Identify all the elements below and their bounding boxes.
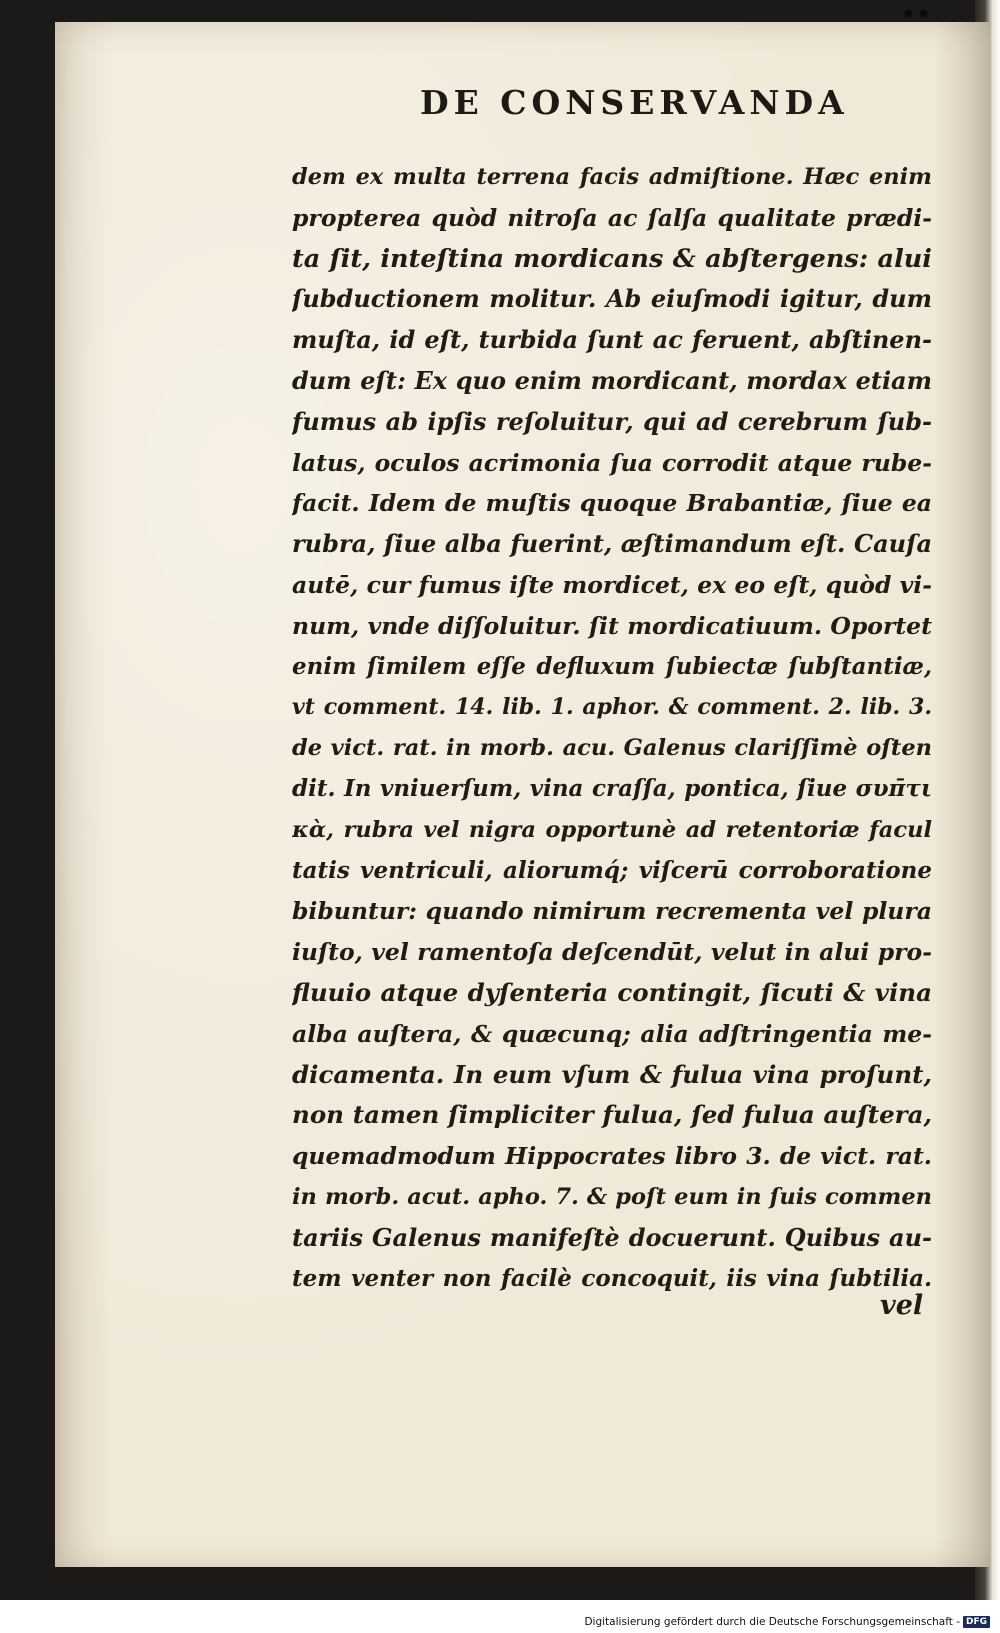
text-line: tariis Galenus manifeſtè docuerunt. Quibus au- xyxy=(292,1222,932,1252)
body-text xyxy=(292,157,932,1299)
text-line: muſta, id eſt, turbida ſunt ac feruent, abſtinen- xyxy=(292,325,932,355)
text-line: ſubductionem molitur. Ab eiuſmodi igitur, dum xyxy=(292,284,932,314)
text-line: bibuntur: quando nimirum recrementa vel plura xyxy=(292,897,932,926)
text-line: autē, cur fumus iſte mordicet, ex eo eſt, quòd vi- xyxy=(292,570,932,599)
text-line: vt comment. 14. lib. 1. aphor. & comment. 2. lib. 3. xyxy=(292,694,932,721)
text-line: fluuio atque dyſenteria contingit, ſicuti & vina xyxy=(292,977,932,1007)
dfg-logo-icon: DFG xyxy=(963,1616,990,1628)
running-head: DE CONSERVANDA xyxy=(420,83,849,122)
text-line: dicamenta. In eum vſum & fulua vina proſunt, xyxy=(292,1059,932,1089)
text-line: rubra, ſiue alba fuerint, æſtimandum eſt. Cauſa xyxy=(292,529,932,559)
text-line: tem venter non facilè concoquit, iis vina ſubtilia. xyxy=(292,1264,932,1292)
top-marks xyxy=(905,4,965,20)
text-line: iuſto, vel ramentoſa deſcendūt, velut in alui pro- xyxy=(292,938,932,967)
text-line: κὰ, rubra vel nigra opportunè ad retentoriæ facul xyxy=(292,816,932,843)
text-line: de vict. rat. in morb. acu. Galenus clariſſimè oſten xyxy=(292,735,932,762)
text-line: non tamen ſimpliciter fulua, ſed fulua auſtera, xyxy=(292,1100,932,1130)
digitization-credit xyxy=(584,1616,990,1628)
text-line: dem ex multa terrena facis admiſtione. Hæc enim xyxy=(292,164,932,190)
text-line: propterea quòd nitroſa ac ſalſa qualitate prædi- xyxy=(292,203,932,232)
text-line: num, vnde diſſoluitur. ſit mordicatiuum. Oportet xyxy=(292,611,932,640)
text-line: fumus ab ipſis reſoluitur, qui ad cerebrum ſub- xyxy=(292,406,932,436)
text-line: dit. In vniuerſum, vina craſſa, pontica, ſiue συπ̄τι xyxy=(292,774,932,802)
catchword: vel xyxy=(880,1290,924,1321)
text-line: ta ſit, inteſtina mordicans & abſtergens: alui xyxy=(292,243,932,274)
text-line: facit. Idem de muſtis quoque Brabantiæ, ſiue ea xyxy=(292,489,932,518)
text-line: tatis ventriculi, aliorumq́; viſcerū corroboratione xyxy=(292,856,932,884)
text-line: enim ſimilem eſſe defluxum ſubiectæ ſubſtantiæ, xyxy=(292,652,932,680)
text-line: in morb. acut. apho. 7. & poſt eum in ſuis commen xyxy=(292,1183,932,1210)
text-line: latus, oculos acrimonia ſua corrodit atque rube- xyxy=(292,448,932,477)
credit-text: Digitalisierung gefördert durch die Deutsche Forschungsgemeinschaft - xyxy=(584,1616,960,1628)
text-line: alba auſtera, & quæcunq; alia adſtringentia me- xyxy=(292,1019,932,1048)
text-line: dum eſt: Ex quo enim mordicant, mordax etiam xyxy=(292,365,932,395)
text-line: quemadmodum Hippocrates libro 3. de vict. rat. xyxy=(292,1142,932,1171)
